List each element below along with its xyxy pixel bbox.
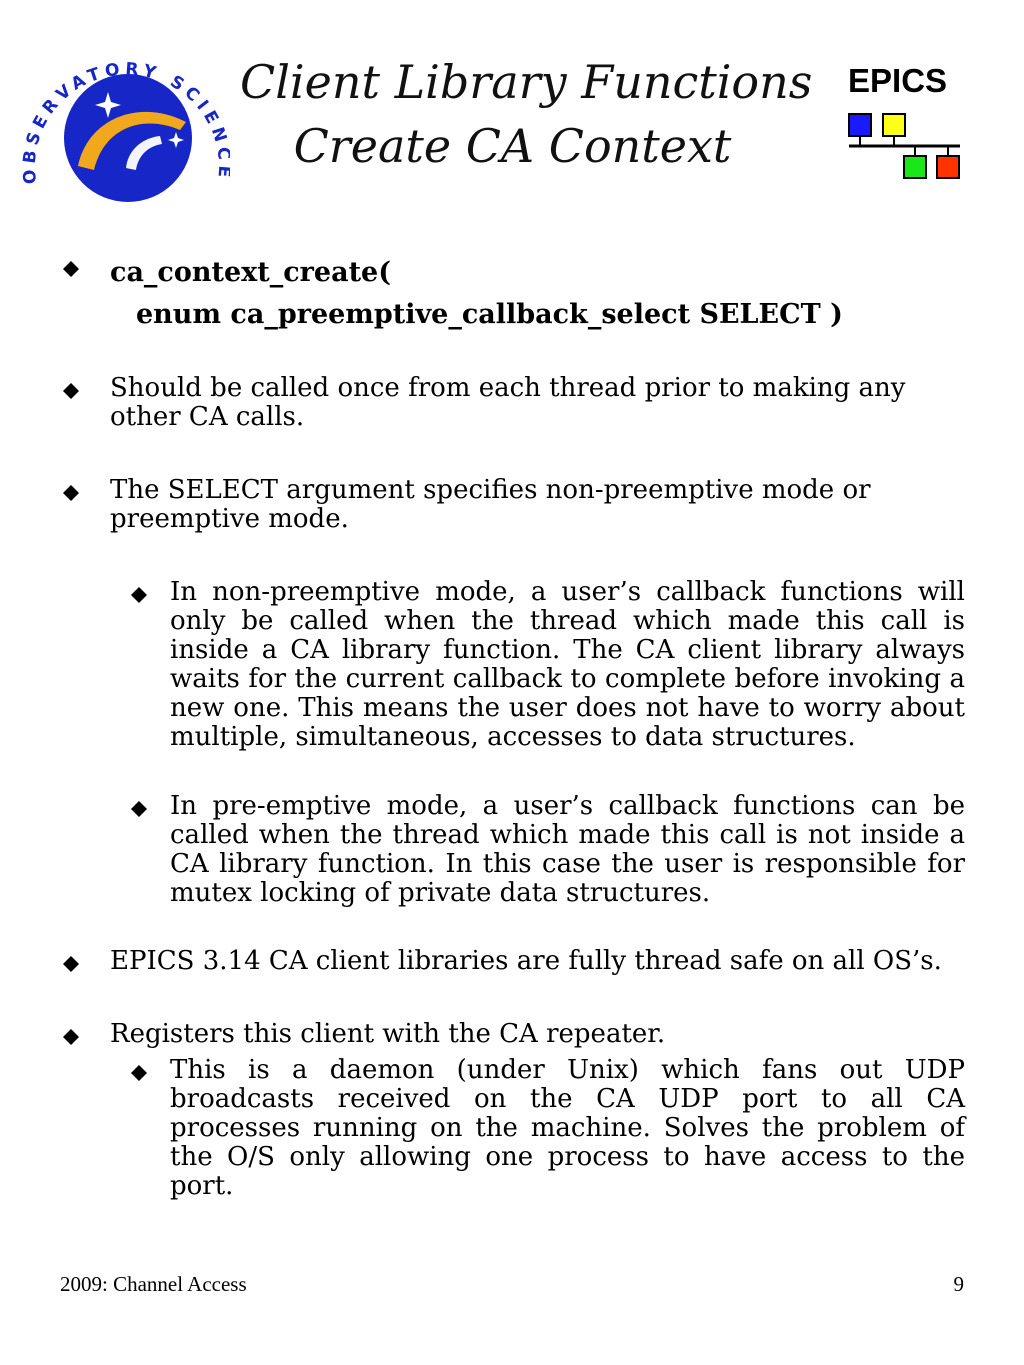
bullet-select-argument	[60, 476, 965, 534]
epics-label: EPICS	[848, 62, 948, 99]
page-number: 9	[953, 1272, 964, 1296]
sub-bullet-text: This is a daemon (under Unix) which fans out UDP broadcasts received on the CA UDP port to all CA processes running on the machine. Solves the problem of the O/S only allowing one process to have access to the port.	[170, 1055, 965, 1201]
bullet-text: Registers this client with the CA repeater.	[110, 1019, 666, 1049]
sub-bullet-preemptive	[128, 792, 965, 908]
observatory-sciences-logo	[10, 40, 230, 210]
logo-disc	[64, 74, 192, 202]
diamond-bullet-icon	[60, 1020, 80, 1049]
bullet-function-signature	[60, 252, 965, 336]
sub-bullet-non-preemptive	[128, 578, 965, 752]
bullet-repeater	[60, 1020, 965, 1049]
epics-green-node	[904, 156, 926, 178]
epics-logo	[840, 62, 970, 187]
bullet-text: The SELECT argument specifies non-preemptive mode or preemptive mode.	[110, 475, 871, 534]
bullet-text: EPICS 3.14 CA client libraries are fully thread safe on all OS’s.	[110, 946, 942, 976]
footer-label: 2009: Channel Access	[60, 1272, 247, 1296]
title-line-2: Create CA Context	[293, 119, 732, 173]
diamond-bullet-icon	[128, 792, 148, 821]
sub-bullet-text: In non-preemptive mode, a user’s callback functions will only be called when the thread which made this call is inside a CA library function. The CA client library always waits for the current callback to complete before invoking a new one. This means the user does not have to worry about multiple, simultaneous, accesses to data structures.	[170, 577, 965, 752]
diamond-bullet-icon	[60, 374, 80, 403]
epics-blue-node	[849, 114, 871, 136]
signature-line-1: ca_context_create(	[110, 257, 391, 288]
bullet-call-once	[60, 374, 965, 432]
signature-line-2: enum ca_preemptive_callback_select SELECT )	[136, 299, 843, 330]
diamond-bullet-icon	[60, 252, 80, 281]
diamond-bullet-icon	[128, 1056, 148, 1085]
epics-yellow-node	[883, 114, 905, 136]
sub-bullet-daemon	[128, 1056, 965, 1201]
diamond-bullet-icon	[128, 578, 148, 607]
diamond-bullet-icon	[60, 947, 80, 976]
diamond-bullet-icon	[60, 476, 80, 505]
bullet-text: Should be called once from each thread prior to making any other CA calls.	[110, 373, 906, 432]
page-title	[240, 50, 813, 178]
bullet-thread-safe	[60, 947, 965, 976]
title-line-1: Client Library Functions	[240, 55, 813, 109]
epics-red-node	[937, 156, 959, 178]
epics-network-icon	[840, 108, 970, 188]
logo-ring-text: OBSERVATORY SCIEN	[19, 59, 230, 185]
function-signature	[110, 252, 965, 336]
sub-bullet-text: In pre-emptive mode, a user’s callback functions can be called when the thread which made this call is not inside a CA library function. In this case the user is responsible for mutex locking of private data structures.	[170, 791, 965, 908]
